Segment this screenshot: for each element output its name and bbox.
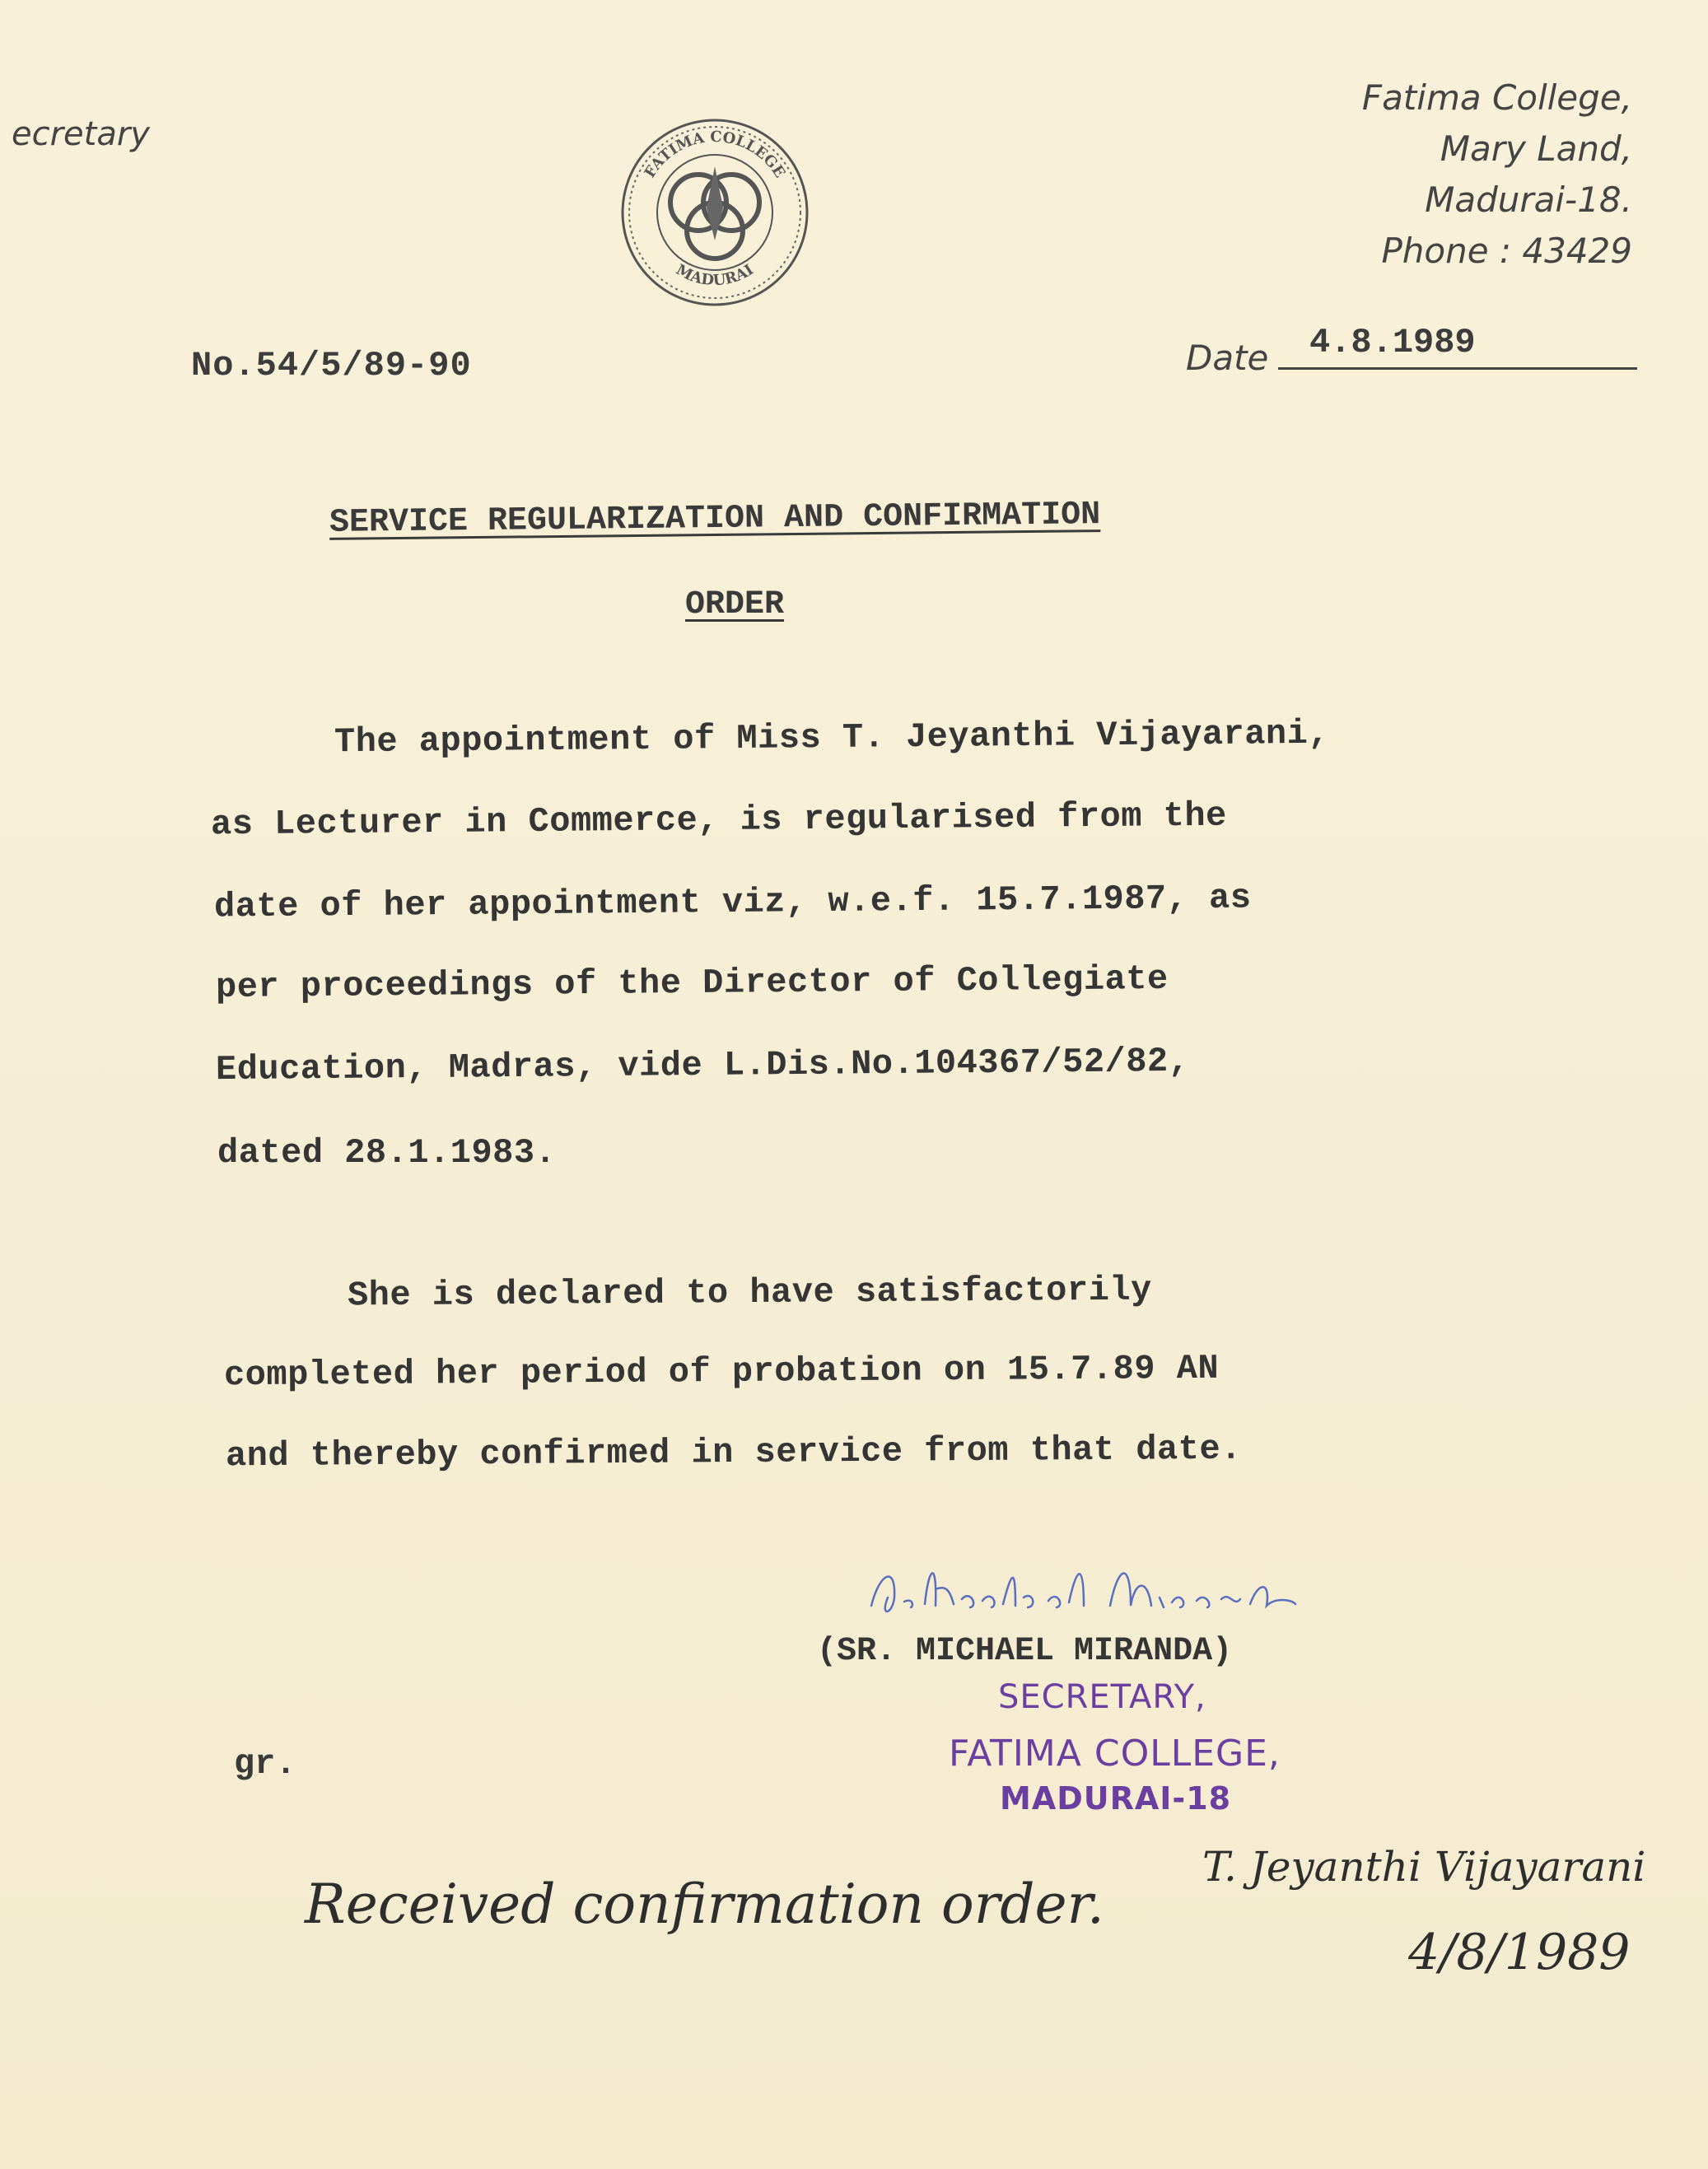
paragraph-line: as Lecturer in Commerce, is regularised from the — [210, 795, 1227, 845]
stamp-secretary: SECRETARY, — [998, 1678, 1206, 1716]
paragraph-line: Education, Madras, vide L.Dis.No.104367/52/82, — [215, 1041, 1190, 1090]
signatory-name: (SR. MICHAEL MIRANDA) — [817, 1633, 1233, 1670]
stamp-college: FATIMA COLLEGE, — [949, 1733, 1281, 1775]
order-title: SERVICE REGULARIZATION AND CONFIRMATION — [329, 497, 1101, 542]
paragraph-line: She is declared to have satisfactorily — [347, 1270, 1152, 1316]
reference-number: No.54/5/89-90 — [191, 346, 472, 385]
college-seal-icon — [619, 117, 810, 308]
typist-initials: gr. — [234, 1744, 296, 1784]
receipt-signature: T. Jeyanthi Vijayarani — [1202, 1843, 1646, 1891]
date-field — [1186, 323, 1637, 378]
college-address — [1362, 72, 1632, 277]
receipt-date: 4/8/1989 — [1408, 1924, 1631, 1981]
receipt-note-text: Received confirmation order. — [305, 1873, 1104, 1936]
address-line: Phone : 43429 — [1381, 231, 1632, 271]
address-line: Madurai-18. — [1425, 180, 1632, 220]
svg-text:MADURAI — [673, 261, 757, 289]
paragraph-line: dated 28.1.1983. — [217, 1133, 557, 1173]
date-value: 4.8.1989 — [1309, 323, 1476, 362]
paragraph-line: per proceedings of the Director of Collegiate — [215, 959, 1169, 1008]
paragraph-line: completed her period of probation on 15.7.89 AN — [223, 1348, 1220, 1396]
stamp-city: MADURAI-18 — [1000, 1780, 1232, 1817]
address-line: Mary Land, — [1440, 128, 1632, 169]
handwritten-receipt-note — [296, 1843, 1696, 2024]
paragraph-line: The appointment of Miss T. Jeyanthi Vijayarani, — [334, 713, 1330, 763]
date-underline — [1278, 367, 1637, 370]
order-subtitle: ORDER — [685, 586, 785, 623]
handwritten-signature — [847, 1540, 1357, 1639]
seal-text-bottom: MADURAI — [673, 260, 757, 290]
secretary-label: ecretary — [12, 115, 150, 153]
paragraph-line: and thereby confirmed in service from that date. — [225, 1429, 1242, 1476]
seal-text-top: FATIMA COLLEGE — [641, 128, 789, 181]
date-label: Date — [1186, 338, 1269, 378]
address-line: Fatima College, — [1361, 77, 1632, 118]
paragraph-line: date of her appointment viz, w.e.f. 15.7.1987, as — [213, 878, 1252, 927]
